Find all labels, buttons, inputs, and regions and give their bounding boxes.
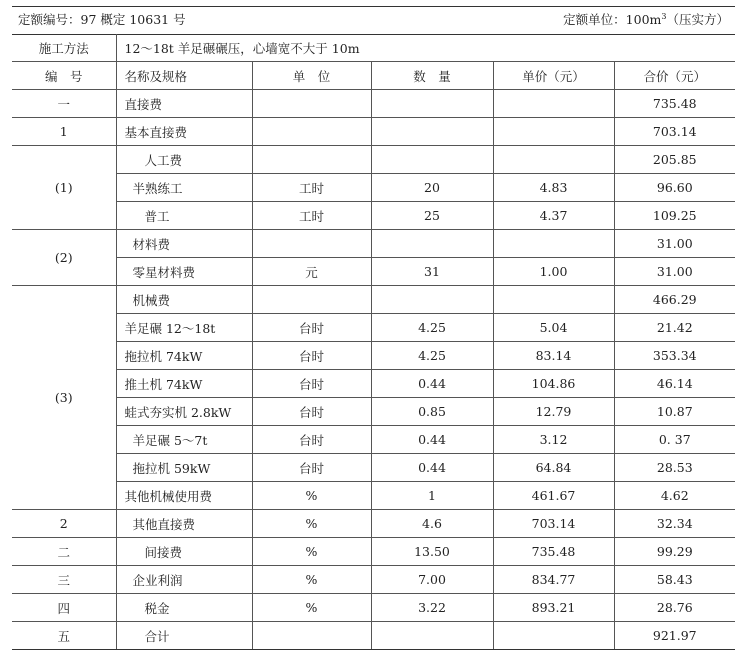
row-total: 735.48	[614, 90, 735, 118]
quota-unit: 定额单位：$100m^3$（压实方）	[563, 11, 729, 27]
row-name: 半熟练工	[116, 174, 252, 202]
row-qty: 0.85	[371, 398, 493, 426]
row-total: 31.00	[614, 258, 735, 286]
table-row	[12, 482, 735, 510]
row-name: 拖拉机 59kW	[116, 454, 252, 482]
row-qty: 13.50	[371, 538, 493, 566]
table-row	[12, 510, 735, 538]
row-qty	[371, 230, 493, 258]
row-price: 64.84	[493, 454, 614, 482]
row-no: 五	[12, 622, 116, 650]
row-no: 四	[12, 594, 116, 622]
row-no: 2	[12, 510, 116, 538]
row-price: 12.79	[493, 398, 614, 426]
row-unit: 工时	[252, 174, 371, 202]
row-unit: %	[252, 482, 371, 510]
row-total: 466.29	[614, 286, 735, 314]
row-name: 间接费	[116, 538, 252, 566]
column-header-row	[12, 62, 735, 90]
row-unit: %	[252, 594, 371, 622]
col-total: 合价（元）	[614, 62, 735, 90]
row-name: 合计	[116, 622, 252, 650]
row-no: (3)	[12, 286, 116, 510]
row-qty: 25	[371, 202, 493, 230]
row-no: 一	[12, 90, 116, 118]
row-total: 921.97	[614, 622, 735, 650]
table-row	[12, 174, 735, 202]
table-row	[12, 342, 735, 370]
row-unit	[252, 146, 371, 174]
row-name: 普工	[116, 202, 252, 230]
row-unit	[252, 118, 371, 146]
method-label: 施工方法	[12, 35, 116, 62]
col-qty: 数 量	[371, 62, 493, 90]
row-unit	[252, 622, 371, 650]
row-price: 735.48	[493, 538, 614, 566]
row-name: 基本直接费	[116, 118, 252, 146]
row-qty	[371, 286, 493, 314]
row-qty: 7.00	[371, 566, 493, 594]
table-row	[12, 454, 735, 482]
row-qty	[371, 622, 493, 650]
row-total: 96.60	[614, 174, 735, 202]
row-unit: 台时	[252, 454, 371, 482]
row-qty	[371, 146, 493, 174]
row-name: 材料费	[116, 230, 252, 258]
row-total: 10.87	[614, 398, 735, 426]
row-price: 4.37	[493, 202, 614, 230]
method-row	[12, 35, 735, 62]
row-name: 企业利润	[116, 566, 252, 594]
row-price	[493, 90, 614, 118]
row-price	[493, 118, 614, 146]
table-row	[12, 622, 735, 650]
row-total: 0. 37	[614, 426, 735, 454]
row-total: 58.43	[614, 566, 735, 594]
row-price: 104.86	[493, 370, 614, 398]
row-price: 3.12	[493, 426, 614, 454]
row-qty: 0.44	[371, 426, 493, 454]
row-total: 21.42	[614, 314, 735, 342]
row-total: 31.00	[614, 230, 735, 258]
row-unit: 台时	[252, 398, 371, 426]
row-qty	[371, 90, 493, 118]
row-no: 三	[12, 566, 116, 594]
row-name: 税金	[116, 594, 252, 622]
row-unit: 台时	[252, 342, 371, 370]
table-row	[12, 258, 735, 286]
table-row	[12, 146, 735, 174]
row-name: 直接费	[116, 90, 252, 118]
table-row	[12, 286, 735, 314]
row-name: 羊足碾 5～7t	[116, 426, 252, 454]
row-no: (1)	[12, 146, 116, 230]
row-qty: 4.25	[371, 342, 493, 370]
row-name: 零星材料费	[116, 258, 252, 286]
col-unit: 单 位	[252, 62, 371, 90]
row-qty: 31	[371, 258, 493, 286]
row-name: 推土机 74kW	[116, 370, 252, 398]
row-price: 461.67	[493, 482, 614, 510]
row-unit: 台时	[252, 426, 371, 454]
row-qty: 20	[371, 174, 493, 202]
row-total: 703.14	[614, 118, 735, 146]
row-price: 83.14	[493, 342, 614, 370]
col-price: 单价（元）	[493, 62, 614, 90]
row-unit: 台时	[252, 314, 371, 342]
row-unit: 元	[252, 258, 371, 286]
row-unit	[252, 90, 371, 118]
row-qty: 1	[371, 482, 493, 510]
row-name: 人工费	[116, 146, 252, 174]
row-name: 其他直接费	[116, 510, 252, 538]
row-name: 蛙式夯实机 2.8kW	[116, 398, 252, 426]
row-price	[493, 286, 614, 314]
table-row	[12, 398, 735, 426]
row-total: 205.85	[614, 146, 735, 174]
row-total: 99.29	[614, 538, 735, 566]
row-total: 32.34	[614, 510, 735, 538]
row-price	[493, 622, 614, 650]
row-no: (2)	[12, 230, 116, 286]
row-price: 4.83	[493, 174, 614, 202]
row-no: 二	[12, 538, 116, 566]
row-total: 109.25	[614, 202, 735, 230]
row-price	[493, 146, 614, 174]
row-price: 5.04	[493, 314, 614, 342]
row-price: 703.14	[493, 510, 614, 538]
row-unit: 台时	[252, 370, 371, 398]
table-row	[12, 90, 735, 118]
row-price: 893.21	[493, 594, 614, 622]
row-total: 353.34	[614, 342, 735, 370]
table-row	[12, 566, 735, 594]
row-unit: %	[252, 538, 371, 566]
table-row	[12, 370, 735, 398]
row-unit	[252, 286, 371, 314]
table-row	[12, 118, 735, 146]
table-row	[12, 230, 735, 258]
row-unit: %	[252, 566, 371, 594]
col-name: 名称及规格	[116, 62, 252, 90]
row-qty: 0.44	[371, 454, 493, 482]
row-no: 1	[12, 118, 116, 146]
row-name: 羊足碾 12～18t	[116, 314, 252, 342]
row-price: 834.77	[493, 566, 614, 594]
row-qty: 4.25	[371, 314, 493, 342]
row-unit	[252, 230, 371, 258]
table-row	[12, 594, 735, 622]
row-qty	[371, 118, 493, 146]
header-bar	[12, 6, 735, 30]
col-no: 编 号	[12, 62, 116, 90]
table-row	[12, 202, 735, 230]
row-qty: 0.44	[371, 370, 493, 398]
row-total: 4.62	[614, 482, 735, 510]
table-row	[12, 538, 735, 566]
row-total: 46.14	[614, 370, 735, 398]
row-unit: %	[252, 510, 371, 538]
row-name: 拖拉机 74kW	[116, 342, 252, 370]
row-total: 28.53	[614, 454, 735, 482]
table-row	[12, 426, 735, 454]
row-unit: 工时	[252, 202, 371, 230]
method-value: 12～18t 羊足碾碾压，心墙宽不大于 10m	[116, 35, 735, 62]
row-price: 1.00	[493, 258, 614, 286]
quota-number: 定额编号：97 概定 10631 号	[18, 11, 186, 27]
table-row	[12, 314, 735, 342]
row-qty: 3.22	[371, 594, 493, 622]
row-name: 机械费	[116, 286, 252, 314]
row-name: 其他机械使用费	[116, 482, 252, 510]
row-total: 28.76	[614, 594, 735, 622]
quota-table	[12, 34, 735, 650]
row-qty: 4.6	[371, 510, 493, 538]
row-price	[493, 230, 614, 258]
